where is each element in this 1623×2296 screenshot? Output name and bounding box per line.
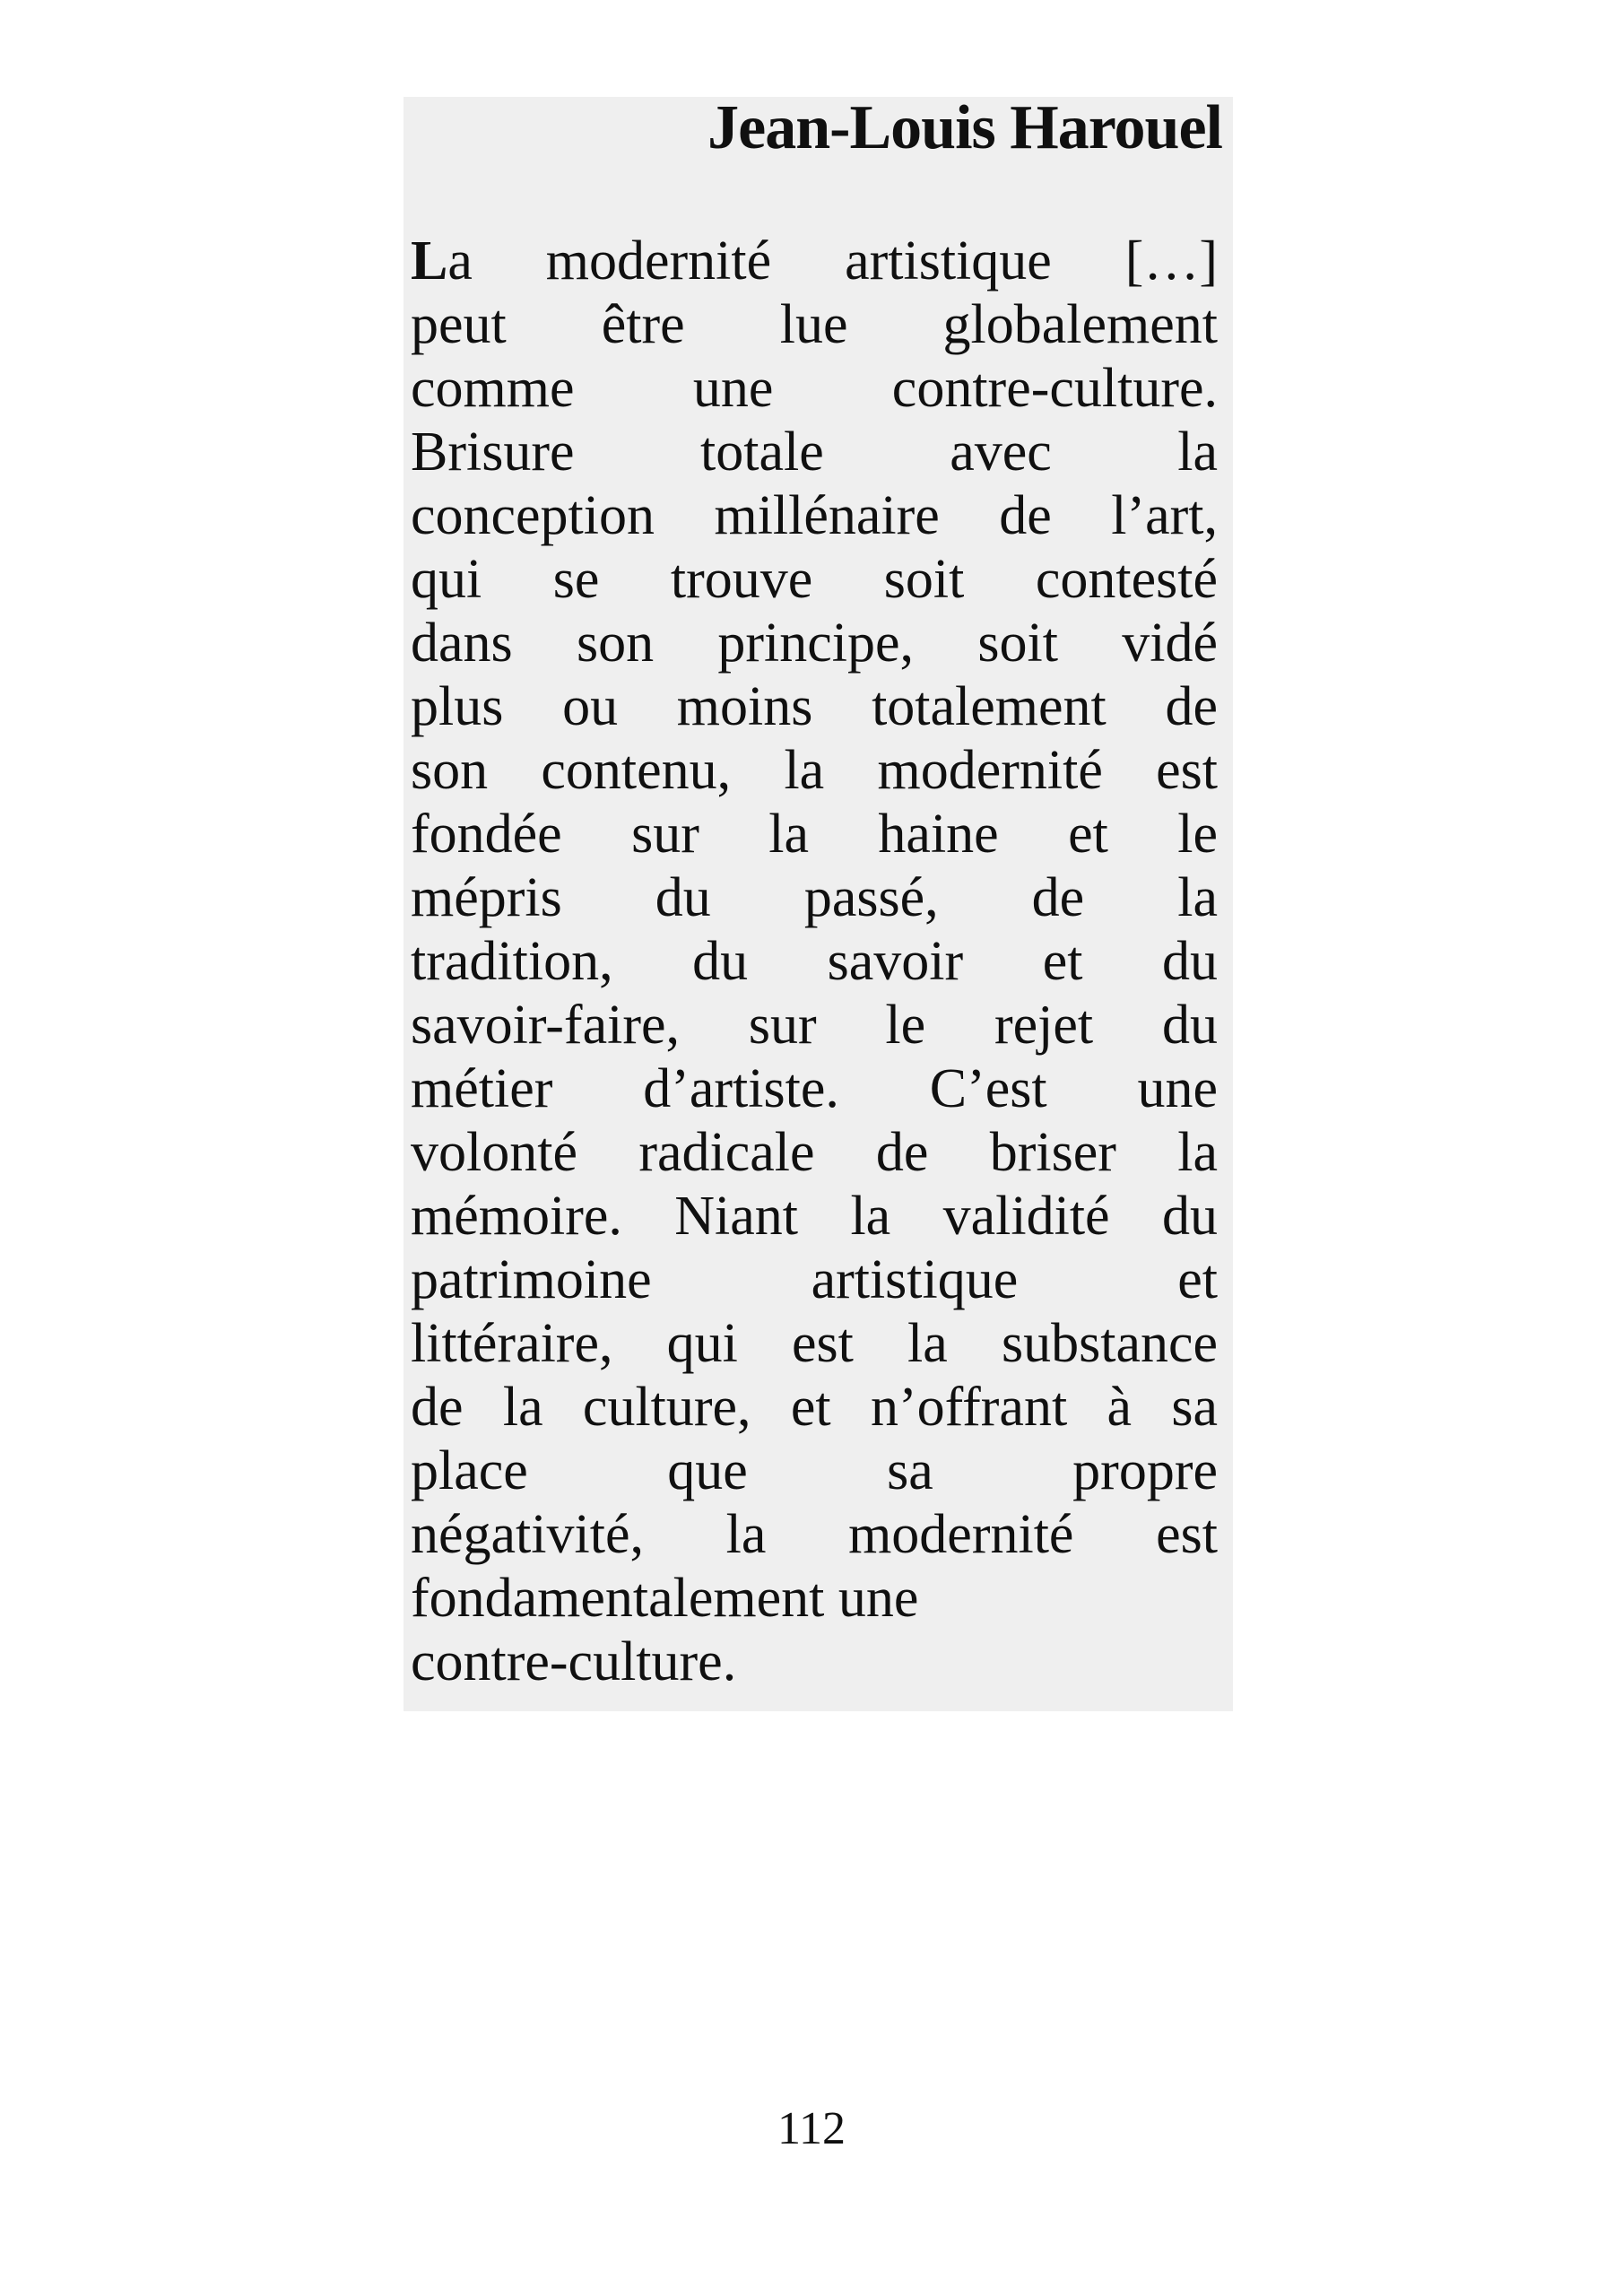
excerpt-body <box>411 230 1218 1694</box>
text-line: fondamentalement une <box>411 1568 919 1629</box>
text-line: patrimoine artistique et <box>411 1249 1218 1310</box>
excerpt-block <box>404 93 1233 1711</box>
text-line: conception millénaire de l’art, <box>411 485 1218 546</box>
text-line: volonté radicale de briser la <box>411 1122 1218 1183</box>
author-title: Jean-Louis Harouel <box>707 93 1222 162</box>
text-line: peut être lue globalement <box>411 294 1218 355</box>
text-line: tradition, du savoir et du <box>411 931 1218 992</box>
text-line: dans son principe, soit vidé <box>411 613 1218 674</box>
text-line: plus ou moins totalement de <box>411 676 1218 737</box>
text-line: négativité, la modernité est <box>411 1504 1218 1565</box>
lead-letter: L <box>411 230 448 291</box>
text-line: métier d’artiste. C’est une <box>411 1058 1218 1119</box>
text-line: mépris du passé, de la <box>411 867 1218 928</box>
text-line: qui se trouve soit contesté <box>411 549 1218 610</box>
text-line: savoir-faire, sur le rejet du <box>411 995 1218 1056</box>
text-line: de la culture, et n’offrant à sa <box>411 1377 1218 1438</box>
text-line: contre-culture. <box>411 1631 737 1692</box>
text-line: La modernité artistique […] <box>411 230 1218 291</box>
text-line: littéraire, qui est la substance <box>411 1313 1218 1374</box>
page-number: 112 <box>777 2103 846 2154</box>
text-line: fondée sur la haine et le <box>411 804 1218 865</box>
text-line: son contenu, la modernité est <box>411 740 1218 801</box>
text-line: mémoire. Niant la validité du <box>411 1186 1218 1247</box>
text-line: Brisure totale avec la <box>411 422 1218 483</box>
text-line: place que sa propre <box>411 1440 1218 1501</box>
text-line: comme une contre-culture. <box>411 358 1218 419</box>
